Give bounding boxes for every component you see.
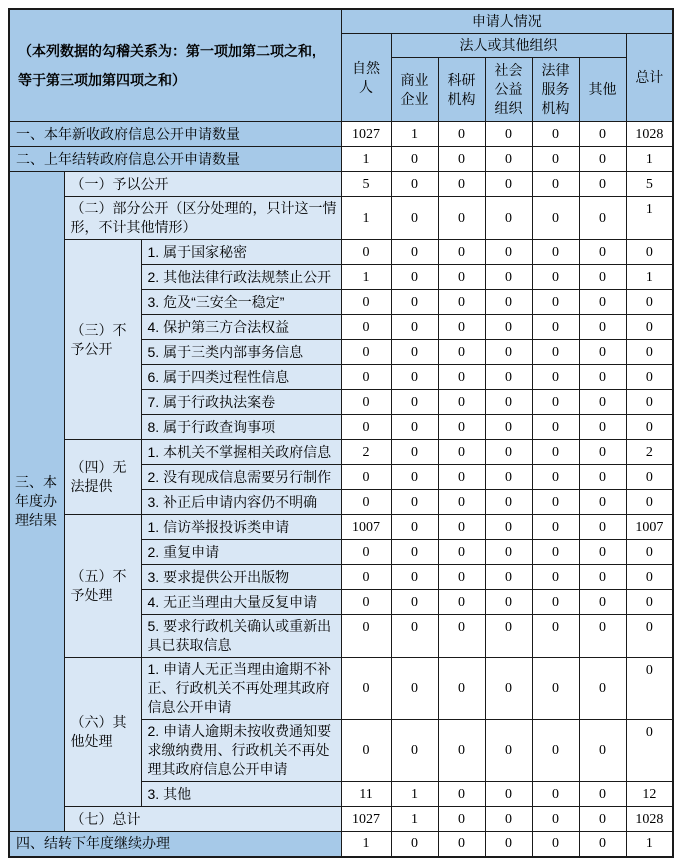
value-cell: 0 [579,782,626,807]
value-cell: 0 [579,440,626,465]
group-label: （六）其他处理 [64,658,141,807]
row-label: （七）总计 [64,807,341,832]
value-cell: 0 [626,465,673,490]
value-cell: 0 [341,465,391,490]
row-label: （二）部分公开（区分处理的，只计这一情形，不计其他情形） [64,197,341,240]
value-cell: 0 [579,615,626,658]
value-cell: 0 [391,340,438,365]
row-label: 2. 申请人逾期未按收费通知要求缴纳费用、行政机关不再处理其政府信息公开申请 [141,720,341,782]
value-cell: 0 [391,172,438,197]
value-cell: 0 [341,590,391,615]
value-cell: 0 [341,565,391,590]
value-cell: 0 [485,440,532,465]
value-cell: 0 [485,290,532,315]
value-cell: 0 [532,122,579,147]
value-cell: 0 [485,465,532,490]
value-cell: 0 [438,365,485,390]
value-cell: 0 [579,240,626,265]
value-cell: 1 [626,832,673,857]
value-cell: 0 [532,615,579,658]
value-cell: 1 [341,265,391,290]
row-label: 一、本年新收政府信息公开申请数量 [9,122,341,147]
value-cell: 0 [485,390,532,415]
value-cell: 0 [391,720,438,782]
value-cell: 0 [438,197,485,240]
value-cell: 0 [438,465,485,490]
value-cell: 0 [438,290,485,315]
value-cell: 0 [485,315,532,340]
value-cell: 0 [532,365,579,390]
value-cell: 0 [438,415,485,440]
value-cell: 0 [391,515,438,540]
value-cell: 0 [532,390,579,415]
table-header [9,9,673,122]
value-cell: 0 [438,240,485,265]
value-cell: 0 [438,807,485,832]
value-cell: 0 [438,615,485,658]
value-cell: 0 [626,590,673,615]
value-cell: 0 [341,415,391,440]
value-cell: 0 [532,290,579,315]
group-label: （三）不予公开 [64,240,141,440]
row-label: 3. 要求提供公开出版物 [141,565,341,590]
value-cell: 0 [485,832,532,857]
value-cell: 0 [485,515,532,540]
value-cell: 0 [391,197,438,240]
value-cell: 1 [626,265,673,290]
value-cell: 0 [341,658,391,720]
value-cell: 0 [532,565,579,590]
value-cell: 0 [391,832,438,857]
value-cell: 0 [532,832,579,857]
value-cell: 0 [438,490,485,515]
value-cell: 0 [532,415,579,440]
value-cell: 1 [626,197,673,240]
value-cell: 0 [579,265,626,290]
value-cell: 0 [438,658,485,720]
value-cell: 0 [626,658,673,720]
row-label: 1. 本机关不掌握相关政府信息 [141,440,341,465]
value-cell: 0 [532,658,579,720]
value-cell: 1 [391,807,438,832]
value-cell: 0 [391,240,438,265]
value-cell: 0 [485,720,532,782]
value-cell: 5 [341,172,391,197]
value-cell: 1 [341,197,391,240]
value-cell: 0 [438,565,485,590]
value-cell: 0 [626,540,673,565]
value-cell: 0 [391,315,438,340]
value-cell: 0 [485,197,532,240]
value-cell: 0 [391,415,438,440]
value-cell: 0 [626,390,673,415]
value-cell: 0 [438,832,485,857]
row-label: （一）予以公开 [64,172,341,197]
header-research-institution: 科研机构 [438,58,485,122]
value-cell: 0 [391,390,438,415]
value-cell: 0 [438,315,485,340]
value-cell: 0 [579,807,626,832]
value-cell: 0 [485,172,532,197]
value-cell: 0 [579,340,626,365]
row-label: 8. 属于行政查询事项 [141,415,341,440]
value-cell: 0 [626,565,673,590]
value-cell: 0 [438,515,485,540]
value-cell: 0 [391,615,438,658]
value-cell: 1027 [341,807,391,832]
value-cell: 0 [579,658,626,720]
value-cell: 0 [485,807,532,832]
value-cell: 1 [341,147,391,172]
table-row [9,197,673,240]
value-cell: 0 [532,440,579,465]
value-cell: 0 [626,720,673,782]
value-cell: 0 [391,147,438,172]
value-cell: 5 [626,172,673,197]
value-cell: 0 [485,490,532,515]
row-label: 5. 要求行政机关确认或重新出具已获取信息 [141,615,341,658]
value-cell: 0 [485,658,532,720]
value-cell: 0 [532,240,579,265]
header-natural-person: 自然人 [341,34,391,122]
value-cell: 0 [391,290,438,315]
value-cell: 0 [485,540,532,565]
value-cell: 0 [485,782,532,807]
value-cell: 0 [438,172,485,197]
value-cell: 0 [438,720,485,782]
value-cell: 0 [579,490,626,515]
value-cell: 0 [532,720,579,782]
value-cell: 0 [626,415,673,440]
value-cell: 0 [485,240,532,265]
value-cell: 0 [341,240,391,265]
value-cell: 1028 [626,807,673,832]
value-cell: 0 [438,590,485,615]
value-cell: 0 [532,590,579,615]
value-cell: 0 [532,265,579,290]
value-cell: 0 [626,365,673,390]
row-label: 2. 没有现成信息需要另行制作 [141,465,341,490]
value-cell: 0 [391,265,438,290]
table-row [9,658,673,720]
value-cell: 0 [579,365,626,390]
table-row [9,147,673,172]
value-cell: 0 [341,490,391,515]
value-cell: 0 [485,365,532,390]
value-cell: 0 [532,197,579,240]
value-cell: 0 [532,807,579,832]
row-label: 5. 属于三类内部事务信息 [141,340,341,365]
value-cell: 0 [341,315,391,340]
value-cell: 11 [341,782,391,807]
value-cell: 0 [579,465,626,490]
value-cell: 0 [391,658,438,720]
row-label: 7. 属于行政执法案卷 [141,390,341,415]
value-cell: 0 [391,590,438,615]
value-cell: 0 [579,197,626,240]
value-cell: 0 [579,315,626,340]
value-cell: 0 [579,122,626,147]
header-commercial-enterprise: 商业企业 [391,58,438,122]
value-cell: 0 [485,122,532,147]
row-label: 2. 重复申请 [141,540,341,565]
value-cell: 0 [391,465,438,490]
value-cell: 0 [438,440,485,465]
value-cell: 0 [579,415,626,440]
header-other: 其他 [579,58,626,122]
value-cell: 0 [532,515,579,540]
value-cell: 1027 [341,122,391,147]
value-cell: 0 [341,365,391,390]
value-cell: 1 [626,147,673,172]
row-label: 1. 申请人无正当理由逾期不补正、行政机关不再处理其政府信息公开申请 [141,658,341,720]
value-cell: 0 [579,720,626,782]
table-row [9,832,673,857]
value-cell: 0 [485,415,532,440]
value-cell: 0 [532,147,579,172]
value-cell: 0 [579,390,626,415]
value-cell: 0 [626,615,673,658]
header-legal-service-org: 法律服务机构 [532,58,579,122]
value-cell: 0 [626,290,673,315]
value-cell: 0 [438,782,485,807]
value-cell: 2 [626,440,673,465]
value-cell: 0 [485,265,532,290]
row-label: 二、上年结转政府信息公开申请数量 [9,147,341,172]
row-label: 4. 保护第三方合法权益 [141,315,341,340]
row-label: 四、结转下年度继续办理 [9,832,341,857]
table-row [9,440,673,465]
value-cell: 0 [532,340,579,365]
row-label: 3. 补正后申请内容仍不明确 [141,490,341,515]
value-cell: 0 [532,782,579,807]
value-cell: 0 [579,147,626,172]
table-row [9,515,673,540]
row-label: 1. 属于国家秘密 [141,240,341,265]
value-cell: 0 [391,440,438,465]
value-cell: 0 [485,147,532,172]
value-cell: 0 [438,540,485,565]
row-label: 3. 其他 [141,782,341,807]
header-total: 总计 [626,34,673,122]
value-cell: 1007 [341,515,391,540]
value-cell: 1 [391,122,438,147]
value-cell: 0 [532,465,579,490]
value-cell: 1028 [626,122,673,147]
header-applicant-situation: 申请人情况 [341,9,673,34]
value-cell: 0 [341,290,391,315]
table-row [9,807,673,832]
value-cell: 0 [626,340,673,365]
value-cell: 0 [438,265,485,290]
value-cell: 0 [485,340,532,365]
value-cell: 0 [579,832,626,857]
table-row [9,172,673,197]
row-label: 4. 无正当理由大量反复申请 [141,590,341,615]
value-cell: 0 [438,390,485,415]
value-cell: 0 [626,490,673,515]
section-label: 三、本年度办理结果 [9,172,64,832]
value-cell: 0 [485,565,532,590]
value-cell: 0 [579,540,626,565]
value-cell: 0 [391,490,438,515]
value-cell: 0 [438,122,485,147]
value-cell: 0 [341,390,391,415]
value-cell: 0 [391,540,438,565]
value-cell: 0 [391,565,438,590]
value-cell: 0 [438,340,485,365]
value-cell: 0 [341,720,391,782]
row-label: 3. 危及“三安全一稳定” [141,290,341,315]
value-cell: 0 [579,590,626,615]
value-cell: 0 [626,315,673,340]
table-body [9,122,673,857]
value-cell: 0 [485,590,532,615]
group-label: （五）不予处理 [64,515,141,658]
value-cell: 0 [438,147,485,172]
table-row [9,240,673,265]
value-cell: 0 [485,615,532,658]
value-cell: 0 [532,315,579,340]
value-cell: 0 [626,240,673,265]
value-cell: 0 [341,540,391,565]
table-row [9,122,673,147]
value-cell: 0 [532,172,579,197]
value-cell: 0 [532,540,579,565]
group-label: （四）无法提供 [64,440,141,515]
value-cell: 1 [391,782,438,807]
disclosure-statistics-table [8,8,674,858]
value-cell: 12 [626,782,673,807]
header-social-welfare-org: 社会公益组织 [485,58,532,122]
value-cell: 1007 [626,515,673,540]
value-cell: 0 [579,290,626,315]
row-label: 2. 其他法律行政法规禁止公开 [141,265,341,290]
value-cell: 0 [579,565,626,590]
value-cell: 0 [579,172,626,197]
value-cell: 0 [532,490,579,515]
row-label: 6. 属于四类过程性信息 [141,365,341,390]
value-cell: 0 [391,365,438,390]
value-cell: 0 [341,340,391,365]
reconciliation-note: （本列数据的勾稽关系为：第一项加第二项之和, 等于第三项加第四项之和） [9,9,341,122]
value-cell: 2 [341,440,391,465]
row-label: 1. 信访举报投诉类申请 [141,515,341,540]
value-cell: 0 [579,515,626,540]
value-cell: 0 [341,615,391,658]
header-legal-org-group: 法人或其他组织 [391,34,626,58]
value-cell: 1 [341,832,391,857]
